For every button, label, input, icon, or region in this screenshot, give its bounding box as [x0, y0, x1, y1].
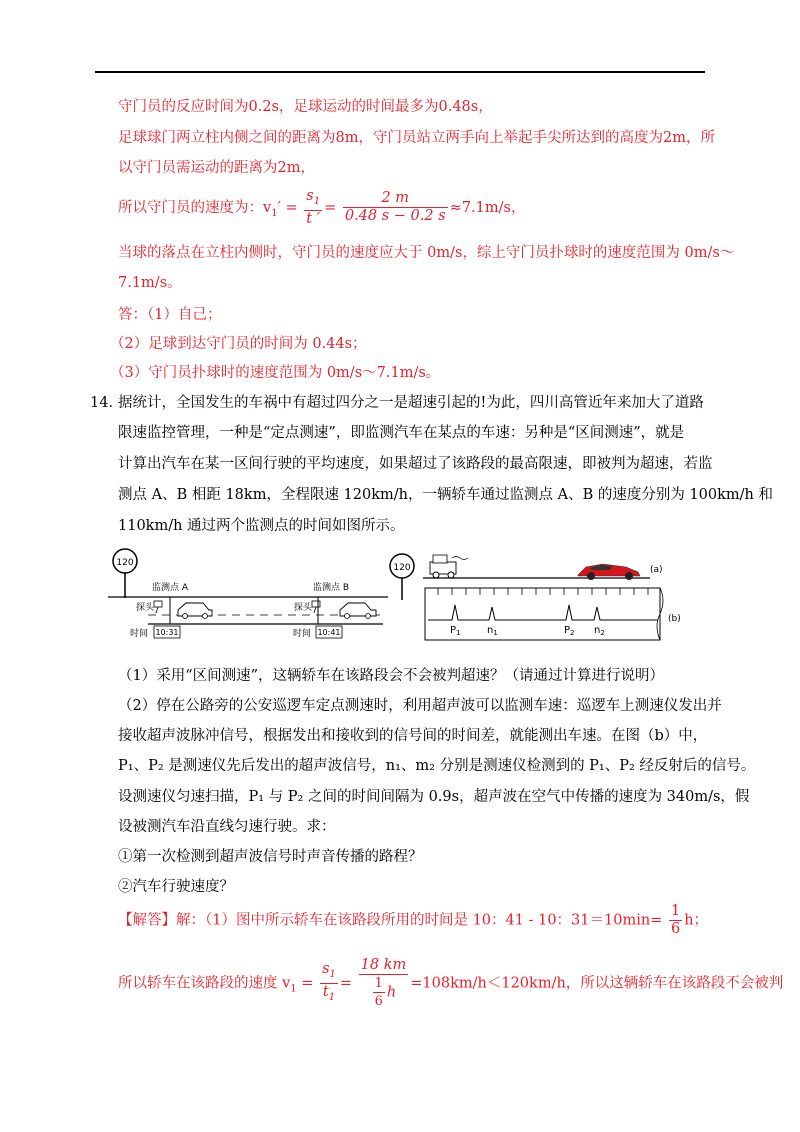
frac-num: 18 km [360, 957, 407, 973]
fraction [359, 957, 409, 1010]
frac-sub: 1 [328, 991, 336, 1003]
frac-num: s [322, 961, 330, 978]
frac-unit: h [386, 984, 397, 1001]
answer-text: = [339, 975, 353, 992]
question-line: 设被测汽车沿直线匀速行驶。求： [118, 819, 336, 835]
question-line: 计算出汽车在某一区间行驶的平均速度，如果超过了该路段的最高限速，即被判为超速，若监 [118, 456, 713, 472]
camera-icon [312, 601, 320, 613]
answer-line-2 [118, 957, 783, 1010]
question-line: ②汽车行驶速度？ [118, 879, 234, 895]
frac-num: 1 [374, 976, 383, 991]
solution-line: 当球的落点在立柱内侧时，守门员的速度应大于 0m/s，综上守门员扑球时的速度范围为 0m/s～ [118, 245, 735, 261]
time-b: 10:41 [317, 628, 341, 637]
frac-num: s [306, 188, 314, 204]
speed-formula [118, 188, 525, 228]
solution-line: 7.1m/s。 [118, 275, 182, 291]
question-line: 110km/h 通过两个监测点的时间如图所示。 [118, 518, 405, 534]
label-time: 时间 [130, 629, 149, 639]
solution-line: 以守门员需运动的距离为2m， [118, 160, 315, 176]
car-icon [340, 603, 376, 619]
tick-scale [438, 588, 648, 595]
frac-sub: 1 [313, 195, 321, 207]
frac-den: 6 [670, 921, 681, 937]
label-time: 时间 [293, 629, 312, 639]
frac-den: 6 [374, 994, 383, 1009]
frac-num: 2 m [343, 190, 448, 208]
label-point-b: 监测点 B [313, 583, 350, 593]
label-point-a: 监测点 A [152, 583, 189, 593]
question-line: 据统计，全国发生的车祸中有超过四分之一是超速引起的!为此，四川高管近年来加大了道路 [118, 395, 704, 411]
label-probe: 探头 [294, 603, 313, 613]
answer-line: 答：（1）自己； [118, 307, 222, 323]
frac-den: t ′ [306, 210, 321, 227]
formula-sub: 1 [271, 207, 278, 219]
figure-interval-speed [108, 540, 393, 645]
question-number: 14． [90, 395, 123, 411]
patrol-car-icon [430, 555, 468, 578]
question-line: 测点 A、B 相距 18km，全程限速 120km/h，一辆轿车通过监测点 A、B 的速度分别为 100km/h 和 [118, 487, 773, 503]
answer-line: （3）守门员扑球时的速度范围为 0m/s～7.1m/s。 [110, 365, 441, 381]
formula-text: ≈7.1m/s， [449, 199, 526, 216]
answer-text: = [410, 975, 423, 992]
label-p2: $P_2$ [564, 625, 575, 637]
answer-text: 108km/h＜120km/h，所以这辆轿车在该路段不会被判 [422, 975, 784, 992]
time-a: 10:31 [155, 628, 179, 637]
car-icon [178, 603, 212, 619]
fraction [669, 903, 682, 938]
header-rule [95, 71, 705, 73]
label-a: (a) [650, 565, 663, 575]
answer-text: 所以轿车在该路段的速度 v [118, 975, 291, 992]
formula-text: = [324, 199, 337, 216]
formula-text: ′ = [277, 199, 298, 216]
label-probe: 探头 [136, 603, 155, 613]
label-p1: $P_1$ [450, 625, 461, 637]
question-line: P₁、P₂ 是测速仪先后发出的超声波信号，n₁、m₂ 分别是测速仪检测到的 P₁、P₂ 经反射后的信号。 [118, 758, 756, 774]
label-n2: $n_2$ [594, 625, 605, 637]
answer-text: 解：（1）图中所示轿车在该路段所用的时间是 10：41 - 10：31＝10min= [176, 912, 663, 929]
camera-icon [154, 601, 162, 613]
fraction [304, 188, 322, 228]
solution-line: 足球球门两立柱内侧之间的距离为8m，守门员站立两手向上举起手尖所达到的高度为2m，所 [118, 130, 715, 146]
question-line: 接收超声波脉冲信号，根据发出和接收到的信号间的时间差，就能测出车速。在图（b）中， [118, 728, 708, 744]
sign-text: 120 [393, 563, 411, 573]
frac-num: 1 [670, 903, 681, 919]
fraction [320, 961, 338, 1006]
question-line: 限速监控管理，一种是“定点测速”，即监测汽车在某点的车速：另种是“区间测速”，就是 [118, 425, 685, 441]
sign-text: 120 [116, 558, 134, 568]
fraction [373, 975, 385, 1010]
frac-den: 0.48 s − 0.2 s [344, 208, 446, 225]
frac-sub: 1 [329, 969, 336, 980]
formula-text: 所以守门员的速度为：v [118, 199, 272, 216]
answer-sub: 1 [290, 983, 297, 995]
question-line: （2）停在公路旁的公安巡逻车定点测速时，利用超声波可以监测车速：巡逻车上测速仪发出并 [118, 698, 722, 714]
answer-line-1 [118, 903, 708, 938]
label-b: (b) [668, 614, 681, 624]
figure-ultrasonic [388, 545, 688, 645]
signal-trace [428, 605, 658, 620]
frac-den: t [322, 984, 329, 1000]
solution-line: 守门员的反应时间为0.2s，足球运动的时间最多为0.48s， [118, 99, 493, 115]
fraction [343, 190, 448, 225]
question-line: ①第一次检测到超声波信号时声音传播的路程？ [118, 849, 423, 865]
answer-line: （2）足球到达守门员的时间为 0.44s； [110, 336, 367, 352]
answer-text: = [301, 975, 314, 992]
label-n1: $n_1$ [487, 625, 498, 637]
question-line: 设测速仪匀速扫描，P₁ 与 P₂ 之间的时间间隔为 0.9s，超声波在空气中传播的速度为 340m/s，假 [118, 789, 750, 805]
answer-tag: 【解答】 [118, 912, 176, 929]
question-line: （1）采用“区间测速”，这辆轿车在该路段会不会被判超速？（请通过计算进行说明） [118, 668, 665, 684]
answer-text: h； [684, 912, 709, 929]
